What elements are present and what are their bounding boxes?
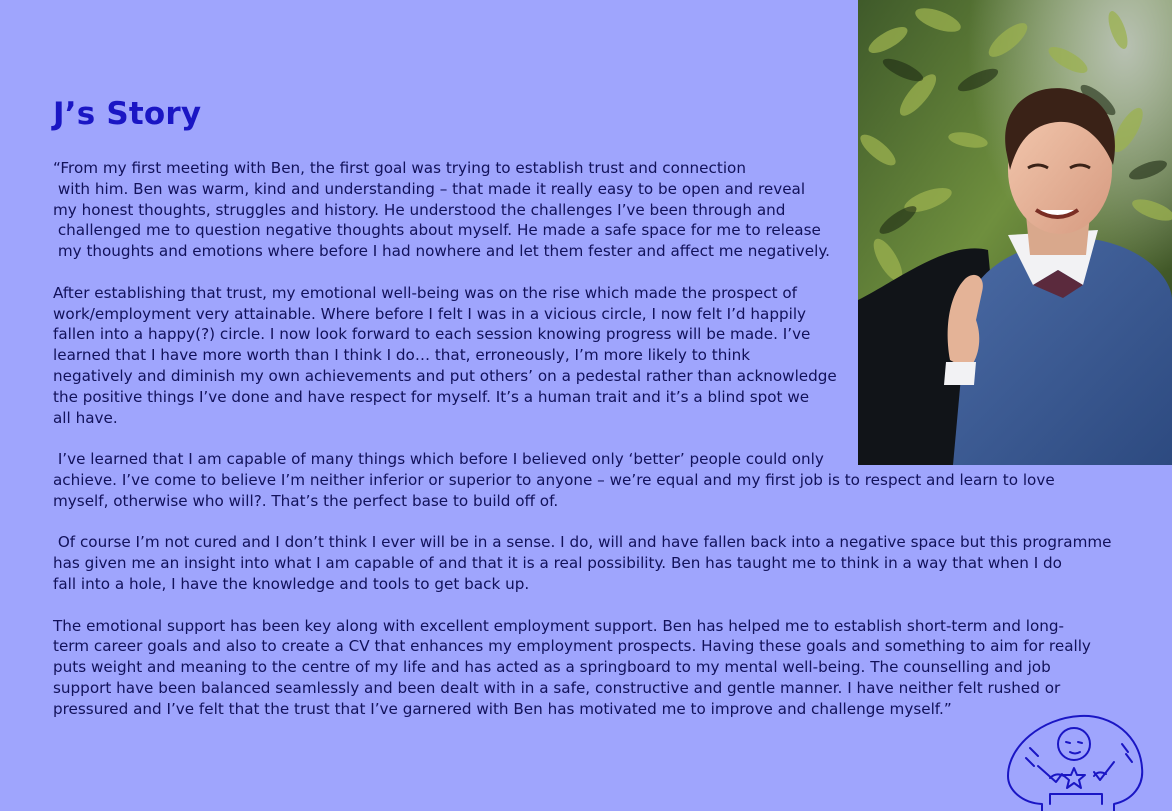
story-line: After establishing that trust, my emotional well-being was on the rise which made the prospect of	[53, 283, 797, 302]
story-line: “From my first meeting with Ben, the first goal was trying to establish trust and connection	[53, 159, 746, 177]
story-line: fall into a hole, I have the knowledge and tools to get back up.	[53, 574, 530, 593]
story-line: myself, otherwise who will?. That’s the perfect base to build off of.	[53, 491, 559, 510]
portrait-photo	[858, 0, 1172, 465]
story-line: my thoughts and emotions where before I had nowhere and let them fester and affect me negatively.	[53, 242, 831, 261]
story-line: The emotional support has been key along with excellent employment support. Ben has helped me to establish short-term and long-	[53, 616, 1064, 635]
story-line: support have been balanced seamlessly and been dealt with in a safe, constructive and gentle manner. I have neither felt rushed or	[53, 678, 1061, 697]
story-line: with him. Ben was warm, kind and understanding – that made it really easy to be open and reveal	[53, 179, 806, 198]
story-line: Of course I’m not cured and I don’t think I ever will be in a sense. I do, will and have fallen back into a negative space but this programme	[53, 533, 1112, 552]
story-line: has given me an insight into what I am capable of and that it is a real possibility. Ben has taught me to think in a way that when I do	[53, 554, 1062, 573]
story-line: achieve. I’ve come to believe I’m neither inferior or superior to anyone – we’re equal and my first job is to respect and learn to love	[53, 470, 1055, 489]
story-line: I’ve learned that I am capable of many things which before I believed only ‘better’ people could only	[53, 450, 824, 469]
story-line: negatively and diminish my own achievements and put others’ on a pedestal rather than acknowledge	[53, 366, 837, 385]
page-title: J’s Story	[53, 96, 202, 132]
story-line: the positive things I’ve done and have respect for myself. It’s a human trait and it’s a blind spot we	[53, 387, 810, 406]
story-line: fallen into a happy(?) circle. I now look forward to each session knowing progress will be made. I’ve	[53, 325, 811, 344]
story-line: learned that I have more worth than I think I do… that, erroneously, I’m more likely to think	[53, 346, 750, 365]
story-line: work/employment very attainable. Where before I felt I was in a vicious circle, I now felt I’d happily	[53, 304, 807, 323]
person-holding-star-doodle-icon	[1002, 708, 1152, 811]
story-line: term career goals and also to create a CV that enhances my employment prospects. Having these goals and something to aim for really	[53, 637, 1091, 656]
story-line: puts weight and meaning to the centre of my life and has acted as a springboard to my mental well-being. The counselling and job	[53, 658, 1051, 677]
story-paragraph-4	[53, 532, 1112, 594]
story-line: challenged me to question negative thoughts about myself. He made a safe space for me to release	[53, 221, 821, 240]
story-line: my honest thoughts, struggles and history. He understood the challenges I’ve been through and	[53, 200, 786, 219]
story-line: pressured and I’ve felt that the trust that I’ve garnered with Ben has motivated me to improve and challenge myself.”	[53, 699, 952, 718]
story-line: all have.	[53, 408, 118, 427]
story-paragraph-5	[53, 616, 1098, 720]
